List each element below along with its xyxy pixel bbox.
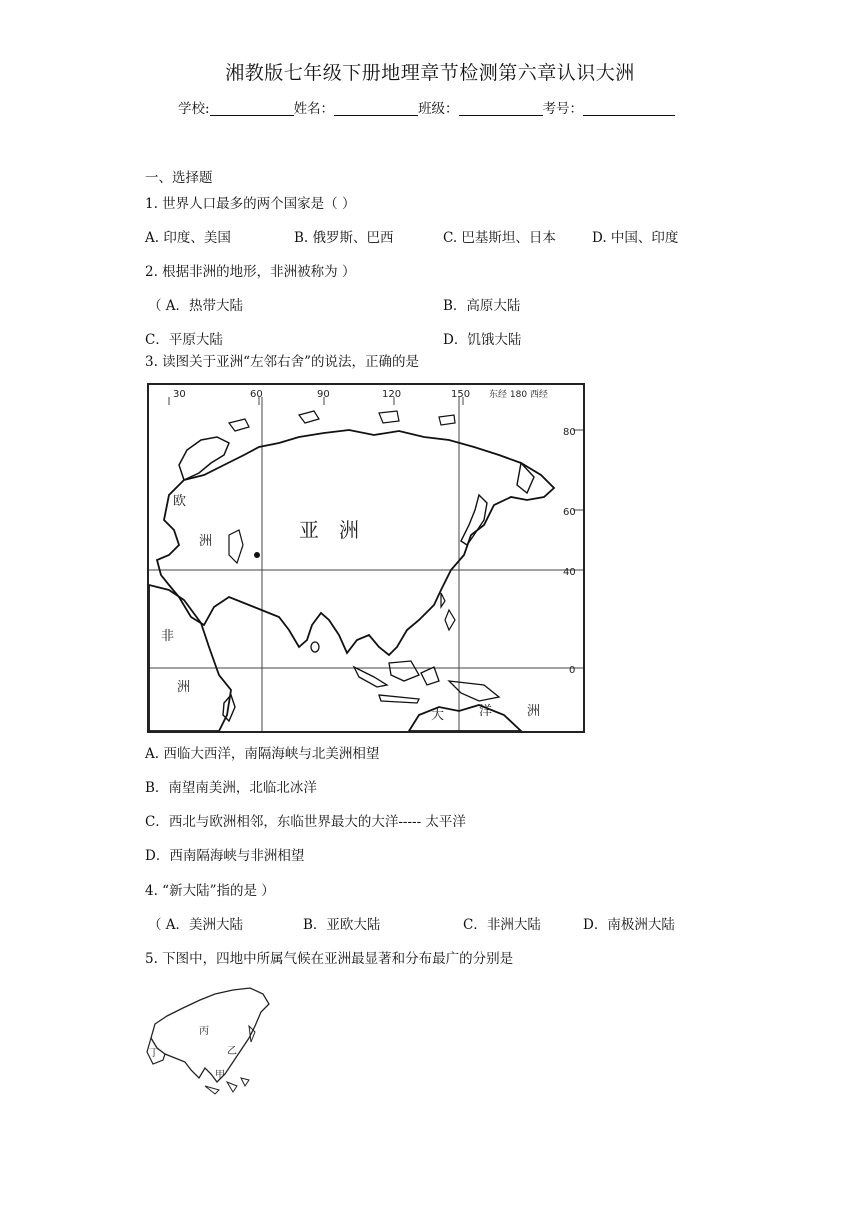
jia-label: 甲 [215, 1070, 225, 1081]
latitude-label: 80 [563, 427, 576, 438]
q3-option-d: D．西南隔海峡与非洲相望 [145, 848, 305, 864]
arctic-islands [229, 411, 455, 431]
asia-outline [151, 988, 269, 1082]
caspian-sea [229, 530, 243, 563]
q3-option-c: C．西北与欧洲相邻，东临世界最大的大洋----- 太平洋 [145, 814, 466, 830]
europe-label: 欧 [173, 494, 187, 509]
q3-option-a: A. 西临大西洋，南隔海峡与北美洲相望 [145, 746, 380, 762]
info-fields [178, 100, 675, 118]
latitude-label: 40 [563, 567, 576, 578]
q1-option-b: B. 俄罗斯、巴西 [294, 230, 394, 246]
indonesia-islands [354, 661, 439, 703]
longitude-label: 120 [382, 389, 402, 400]
longitude-label: 30 [173, 389, 186, 400]
asia-climate-map [145, 982, 273, 1100]
longitude-label: 150 [451, 389, 471, 400]
longitude-label: 90 [317, 389, 330, 400]
class-label: 班级： [418, 101, 459, 117]
longitude-label: 60 [250, 389, 263, 400]
oceania-label: 洲 [527, 704, 541, 719]
eurasia-landmass [157, 430, 554, 655]
australia-landmass [409, 705, 521, 731]
page-title: 湘教版七年级下册地理章节检测第六章认识大洲 [225, 62, 635, 84]
school-blank [210, 101, 294, 116]
q3-option-b: B．南望南美洲，北临北冰洋 [145, 780, 317, 796]
ding-label: 丁 [149, 1048, 159, 1059]
class-blank [459, 101, 543, 116]
q2-option-d: D．饥饿大陆 [443, 332, 522, 348]
q1-option-c: C. 巴基斯坦、日本 [443, 230, 556, 246]
q1-option-d: D. 中国、印度 [592, 230, 679, 246]
question-2-stem: 2. 根据非洲的地形，非洲被称为 ） [145, 264, 356, 280]
yi-label: 乙 [227, 1046, 237, 1057]
longitude-label: 东经 180 西经 [489, 390, 548, 400]
q1-option-a: A. 印度、美国 [145, 230, 231, 246]
kamchatka [517, 463, 534, 493]
q4-option-c: C．非洲大陆 [463, 917, 541, 933]
africa-label: 洲 [177, 680, 191, 695]
exam-no-label: 考号： [542, 101, 584, 117]
lake-dot [254, 552, 260, 558]
section-heading: 一、选择题 [145, 170, 213, 186]
scandinavia [179, 437, 229, 480]
name-blank [334, 101, 418, 116]
q4-option-d: D．南极洲大陆 [583, 917, 675, 933]
q2-option-c: C．平原大陆 [145, 332, 223, 348]
question-3-stem: 3. 读图关于亚洲“左邻右舍”的说法，正确的是 [145, 354, 419, 370]
question-1-stem: 1. 世界人口最多的两个国家是（ ） [145, 196, 356, 212]
japan [461, 495, 487, 545]
latitude-label: 60 [563, 507, 576, 518]
q2-option-a: （ A．热带大陆 [148, 298, 244, 314]
africa-landmass [149, 585, 231, 731]
new-guinea [449, 681, 499, 701]
exam-no-blank [583, 101, 675, 116]
q4-option-a: （ A．美洲大陆 [148, 917, 244, 933]
asia-label: 亚 洲 [299, 518, 359, 542]
question-4-stem: 4. “新大陆”指的是 ） [145, 883, 275, 899]
latitude-label: 0 [569, 665, 576, 676]
philippines [441, 593, 455, 630]
asia-map [147, 383, 585, 733]
islands-outline [205, 1026, 255, 1094]
europe-label: 洲 [199, 534, 213, 549]
asia-map-svg [149, 385, 583, 731]
africa-label: 非 [161, 629, 175, 644]
oceania-label: 洋 [479, 704, 493, 719]
q2-option-b: B．高原大陆 [443, 298, 521, 314]
q4-option-b: B．亚欧大陆 [303, 917, 381, 933]
name-label: 姓名： [293, 101, 335, 117]
sri-lanka [311, 642, 319, 652]
school-label: 学校: [178, 101, 210, 117]
question-5-stem: 5. 下图中，四地中所属气候在亚洲最显著和分布最广的分别是 [145, 951, 514, 967]
asia-climate-map-svg [145, 982, 273, 1100]
oceania-label: 大 [431, 708, 445, 723]
bing-label: 丙 [199, 1026, 209, 1037]
